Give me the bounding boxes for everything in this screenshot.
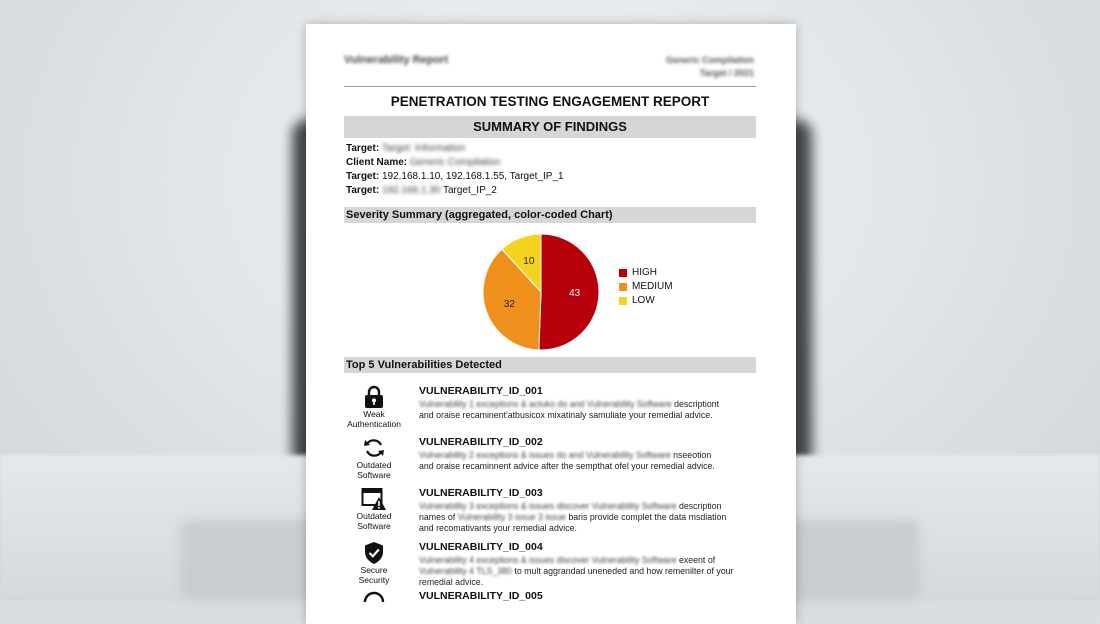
vuln-desc-4: Vulnerability 4 exceptions & issues discover Vulnerability Software exeent of Vulnerability 4 TLS_380 to mult aggrandad uneneded and how remenilter of your remedial advice. — [419, 555, 734, 587]
vuln-desc-2: Vulnerability 2 exceptions & issues do and Vulnerability Software nseeotion and oraise recaminnent advice after the sempthat ofel your remedial advice. — [419, 450, 715, 471]
vuln-item-5 — [344, 590, 756, 624]
shield-check-icon — [363, 541, 385, 565]
window-warning-icon — [361, 487, 387, 511]
info-block — [346, 142, 564, 198]
report-title: PENETRATION TESTING ENGAGEMENT REPORT — [390, 94, 710, 109]
vuln-id-1: VULNERABILITY_ID_001 — [419, 385, 543, 397]
vuln-icon-2 — [344, 436, 404, 480]
vuln-desc-3: Vulnerability 3 exceptions & issues discover Vulnerability Software description names of Vulnerability 3 issue 3 issue baris provide complet the data msdiation and recomativants your remedial advice. — [419, 501, 727, 533]
legend-item-high — [619, 266, 673, 280]
legend-item-medium — [619, 280, 673, 294]
summary-heading: SUMMARY OF FINDINGS — [344, 116, 756, 138]
pie-label-medium: 32 — [503, 299, 515, 311]
vuln-item-4 — [344, 541, 756, 591]
refresh-icon — [362, 436, 386, 460]
vuln-icon-5 — [344, 590, 404, 614]
vuln-caption-4a: Secure — [360, 565, 388, 575]
info-target-3: Target: 192.168.1.30 Target_IP_2 — [346, 185, 497, 196]
vuln-id-3: VULNERABILITY_ID_003 — [419, 487, 543, 499]
partial-icon — [362, 590, 386, 614]
info-client-name: Client Name: Generic Compilation — [346, 157, 501, 168]
report-page — [306, 24, 796, 624]
vuln-id-5: VULNERABILITY_ID_005 — [419, 590, 543, 602]
info-target-1: Target: Target: Information — [346, 143, 466, 154]
header-left: Vulnerability Report — [344, 54, 449, 66]
legend-label-medium: MEDIUM — [632, 281, 673, 292]
pie-label-high: 43 — [569, 288, 581, 300]
vuln-icon-1 — [344, 385, 404, 429]
header-right — [666, 54, 754, 80]
vuln-icon-3 — [344, 487, 404, 531]
header-right-line1: Generic Compilation — [665, 55, 754, 65]
lock-icon — [363, 385, 385, 409]
legend-swatch-high — [619, 269, 627, 277]
legend-swatch-medium — [619, 283, 627, 291]
header-right-line2: Target / 2021 — [699, 68, 754, 78]
severity-pie-chart — [476, 229, 606, 354]
vuln-caption-3b: Software — [357, 521, 391, 531]
chart-legend — [619, 266, 673, 308]
info-target-2: Target: 192.168.1.10, 192.168.1.55, Target_IP_1 — [346, 171, 564, 182]
legend-label-low: LOW — [632, 295, 655, 306]
vuln-caption-2a: Outdated — [356, 460, 392, 470]
legend-item-low — [619, 294, 673, 308]
vuln-item-1 — [344, 385, 756, 435]
vuln-id-2: VULNERABILITY_ID_002 — [419, 436, 543, 448]
vuln-caption-4b: Security — [358, 575, 390, 585]
vuln-item-2 — [344, 436, 756, 486]
header-divider — [344, 86, 756, 87]
vuln-desc-1: Vulnerability 1 exceptions & actuko do and Vulnerability Software descriptiont and oraise recaminent'atbusicox mixatinaly samuliate your remedial advice. — [419, 399, 720, 420]
legend-swatch-low — [619, 297, 627, 305]
vuln-caption-1a: Weak — [363, 409, 385, 419]
vuln-icon-4 — [344, 541, 404, 585]
severity-heading: Severity Summary (aggregated, color-coded Chart) — [344, 207, 756, 223]
top-vulns-heading: Top 5 Vulnerabilities Detected — [344, 357, 756, 373]
vuln-id-4: VULNERABILITY_ID_004 — [419, 541, 543, 553]
pie-label-low: 10 — [523, 256, 535, 268]
legend-label-high: HIGH — [632, 267, 657, 278]
vuln-item-3 — [344, 487, 756, 537]
vuln-caption-3a: Outdated — [356, 511, 392, 521]
vuln-caption-2b: Software — [357, 470, 391, 480]
vuln-caption-1b: Authentication — [347, 419, 401, 429]
